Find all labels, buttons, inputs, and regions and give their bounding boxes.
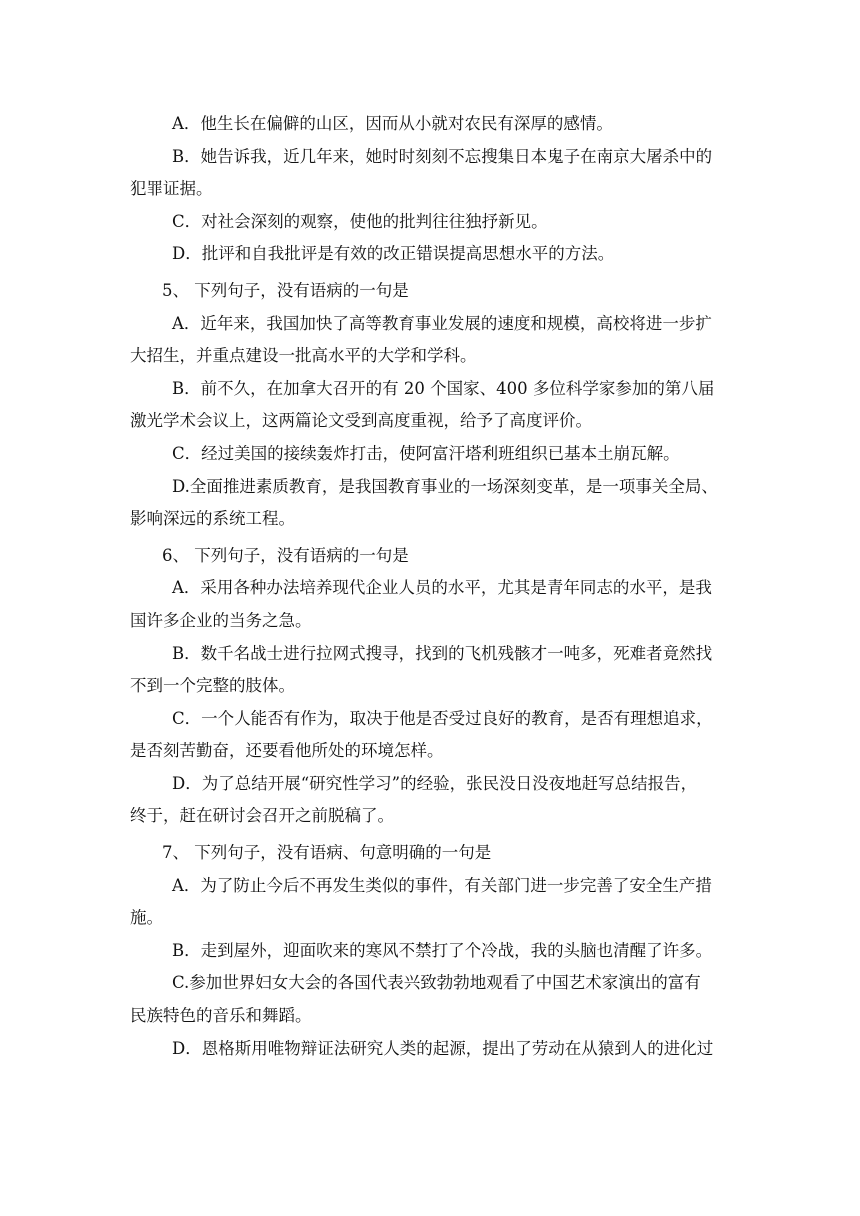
q5-option-b-line-1: B．前不久，在加拿大召开的有 20 个国家、400 多位科学家参加的第八届 [172, 378, 715, 398]
q6-stem: 6、 下列句子，没有语病的一句是 [162, 545, 409, 565]
q6-option-d-line-2: 终于，赶在研讨会召开之前脱稿了。 [130, 806, 394, 826]
q4-option-b-line-1: B．她告诉我，近几年来，她时时刻刻不忘搜集日本鬼子在南京大屠杀中的 [172, 146, 713, 166]
document-body [130, 108, 730, 1065]
q4-option-c-line-1: C．对社会深刻的观察，使他的批判往往独抒新见。 [172, 211, 548, 231]
q5-option-d-line-1: D.全面推进素质教育，是我国教育事业的一场深刻变革，是一项事关全局、 [172, 476, 718, 496]
q6-option-a-line-2: 国许多企业的当务之急。 [130, 610, 312, 630]
q5-option-a-line-1: A．近年来，我国加快了高等教育事业发展的速度和规模，高校将进一步扩 [172, 313, 712, 333]
q5-option-d-line-2: 影响深远的系统工程。 [130, 509, 295, 529]
q6-option-b-line-1: B．数千名战士进行拉网式搜寻，找到的飞机残骸才一吨多，死难者竟然找 [172, 643, 713, 663]
q6-option-a-line-1: A．采用各种办法培养现代企业人员的水平，尤其是青年同志的水平，是我 [172, 578, 712, 598]
q6-option-b-line-2: 不到一个完整的肢体。 [130, 676, 295, 696]
q6-option-d-line-1: D．为了总结开展“研究性学习”的经验，张民没日没夜地赶写总结报告， [172, 773, 698, 793]
q7-option-b-line-1: B．走到屋外，迎面吹来的寒风不禁打了个冷战，我的头脑也清醒了许多。 [172, 940, 713, 960]
q5-option-a-line-2: 大招生，并重点建设一批高水平的大学和学科。 [130, 346, 477, 366]
q4-option-a-line-1: A．他生长在偏僻的山区，因而从小就对农民有深厚的感情。 [172, 114, 613, 133]
q7-option-c-line-1: C.参加世界妇女大会的各国代表兴致勃勃地观看了中国艺术家演出的富有 [172, 973, 701, 993]
q7-option-a-line-1: A．为了防止今后不再发生类似的事件，有关部门进一步完善了安全生产措 [172, 875, 712, 895]
q6-option-c-line-1: C．一个人能否有作为，取决于他是否受过良好的教育，是否有理想追求， [172, 708, 713, 728]
q7-option-a-line-2: 施。 [130, 908, 163, 928]
q5-stem: 5、 下列句子，没有语病的一句是 [162, 280, 409, 300]
q7-stem: 7、 下列句子，没有语病、句意明确的一句是 [162, 843, 492, 863]
q6-option-c-line-2: 是否刻苦勤奋，还要看他所处的环境怎样。 [130, 741, 444, 761]
q7-option-d-line-1: D．恩格斯用唯物辩证法研究人类的起源，提出了劳动在从猿到人的进化过 [172, 1038, 714, 1058]
q7-option-c-line-2: 民族特色的音乐和舞蹈。 [130, 1006, 312, 1026]
q5-option-c-line-1: C．经过美国的接续轰炸打击，使阿富汗塔利班组织已基本土崩瓦解。 [172, 443, 680, 463]
q4-option-b-line-2: 犯罪证据。 [130, 179, 213, 199]
q4-option-d-line-1: D．批评和自我批评是有效的改正错误提高思想水平的方法。 [172, 244, 615, 264]
q5-option-b-line-2: 激光学术会议上，这两篇论文受到高度重视，给予了高度评价。 [130, 411, 592, 431]
